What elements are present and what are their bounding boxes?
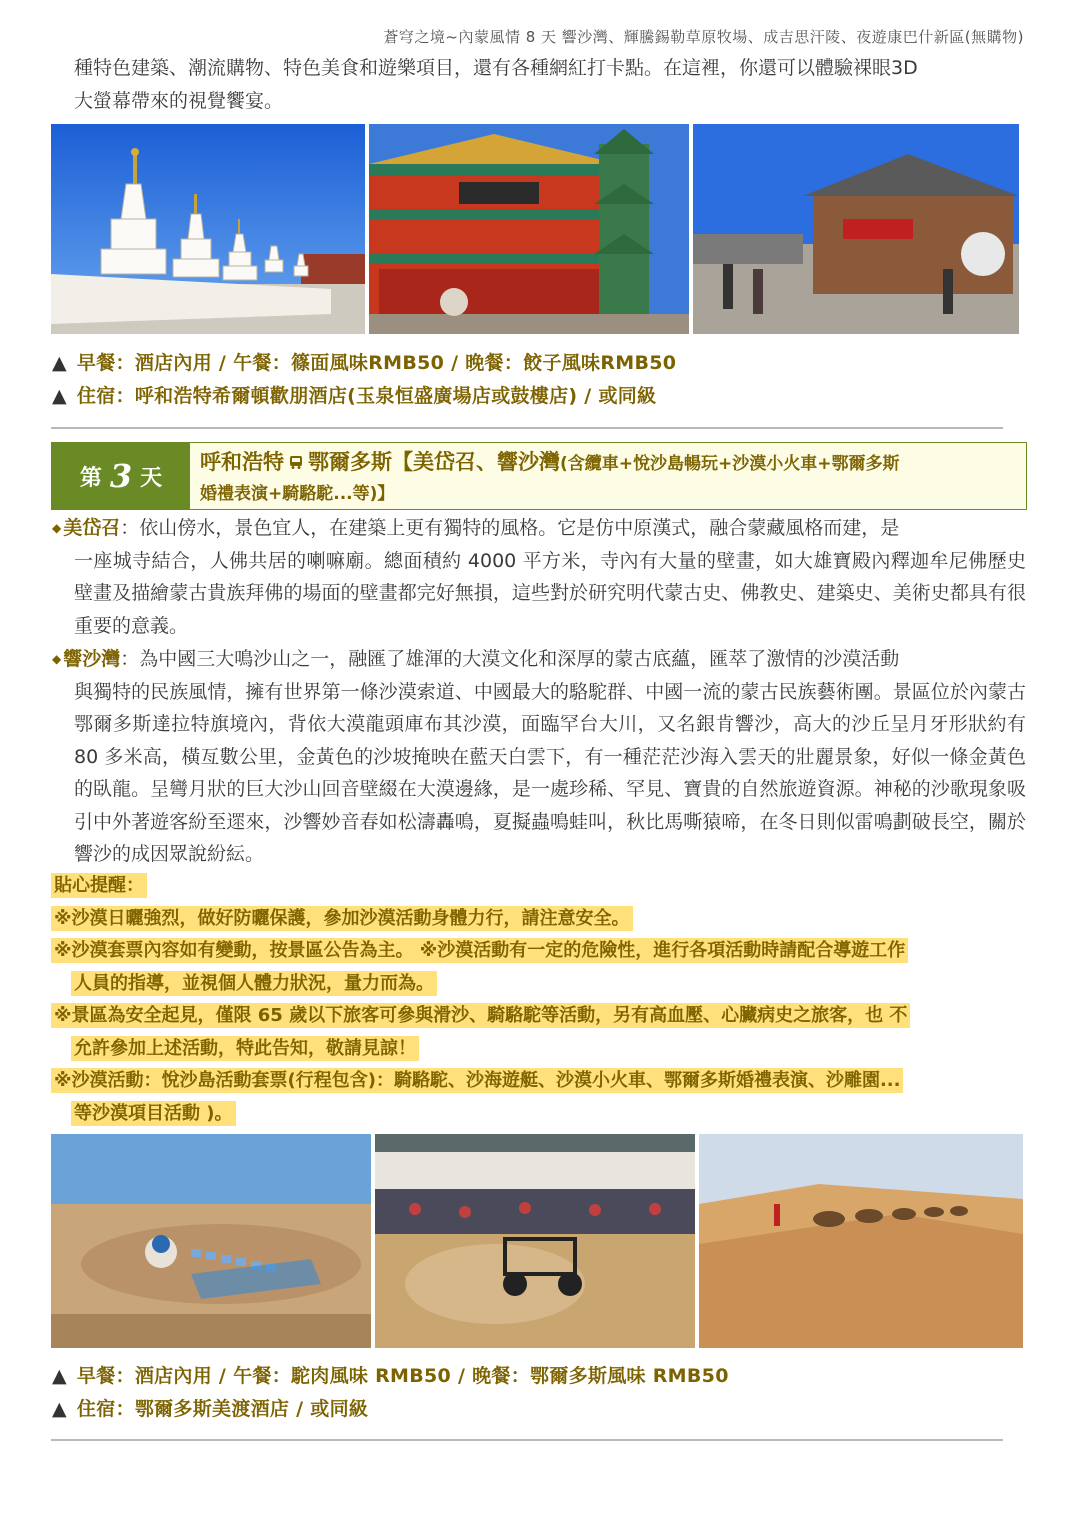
meidai-entry bbox=[52, 512, 1026, 642]
day3-title bbox=[190, 443, 1026, 509]
day2-meal-line bbox=[52, 348, 676, 375]
day3-title-line2: 婚禮表演+騎駱駝...等)】 bbox=[200, 484, 395, 504]
tip-2b: 人員的指導，並視個人體力狀況，量力而為。 bbox=[71, 971, 437, 996]
diamond-bullet-icon: ◆ bbox=[52, 652, 62, 666]
photo-temple-gate bbox=[369, 124, 689, 334]
bus-icon bbox=[288, 454, 304, 470]
intro-line-2: 大螢幕帶來的視覺饗宴。 bbox=[74, 89, 284, 112]
day3-hotel-text: 住宿：鄂爾多斯美渡酒店 / 或同級 bbox=[76, 1398, 369, 1420]
tip-4b: 等沙漠項目活動 )。 bbox=[71, 1101, 236, 1126]
day-label-suffix: 天 bbox=[140, 464, 163, 491]
day3-meal-line bbox=[52, 1361, 729, 1388]
tip-1: ※沙漠日曬強烈，做好防曬保護，參加沙漠活動身體力行，請注意安全。 bbox=[51, 906, 633, 931]
photo-camel-caravan bbox=[699, 1134, 1023, 1348]
triangle-icon: ▲ bbox=[52, 352, 67, 374]
day2-meal-text: 早餐：酒店內用 / 午餐：篠面風味RMB50 / 晚餐：餃子風味RMB50 bbox=[76, 352, 677, 374]
intro-paragraph bbox=[74, 52, 1026, 117]
triangle-icon: ▲ bbox=[52, 385, 67, 407]
meidai-line1: ：依山傍水，景色宜人，在建築上更有獨特的風格。它是仿中原漢式，融合蒙藏風格而建，是 bbox=[120, 517, 900, 539]
photo-desert-resort bbox=[51, 1134, 371, 1348]
triangle-icon: ▲ bbox=[52, 1398, 67, 1420]
xiangsha-title: 響沙灣 bbox=[63, 648, 121, 670]
tip-3a: ※景區為安全起見，僅限 65 歲以下旅客可參與滑沙、騎駱駝等活動，另有高血壓、心臟病史之旅客，也 不 bbox=[51, 1003, 910, 1028]
diamond-bullet-icon: ◆ bbox=[52, 521, 62, 535]
photo-desert-buggy bbox=[375, 1134, 695, 1348]
divider bbox=[51, 427, 1003, 429]
day2-hotel-text: 住宿：呼和浩特希爾頓歡朋酒店(玉泉恒盛廣場店或鼓樓店) / 或同級 bbox=[76, 385, 657, 407]
day3-title-extra: (含纜車+悅沙島暢玩+沙漠小火車+鄂爾多斯 bbox=[560, 454, 900, 474]
day-label-prefix: 第 bbox=[79, 464, 102, 491]
page-header: 蒼穹之境~內蒙風情 8 天 響沙灣、輝騰錫勒草原牧場、成吉思汗陵、夜遊康巴什新區(無購物) bbox=[383, 28, 1024, 46]
day3-title-from: 呼和浩特 bbox=[200, 450, 284, 474]
photo-old-street bbox=[693, 124, 1019, 334]
day3-header bbox=[51, 442, 1027, 510]
tip-2a: ※沙漠套票內容如有變動，按景區公告為主。 ※沙漠活動有一定的危險性，進行各項活動時請配合導遊工作 bbox=[51, 938, 908, 963]
day-label bbox=[52, 443, 190, 509]
xiangsha-line1: ：為中國三大鳴沙山之一，融匯了雄渾的大漠文化和深厚的蒙古底蘊，匯萃了激情的沙漠活動 bbox=[120, 648, 900, 670]
xiangsha-entry bbox=[52, 643, 1026, 871]
tips-block bbox=[51, 870, 1027, 1130]
photo-row-day2 bbox=[51, 124, 1019, 334]
meidai-rest: 一座城寺結合，人佛共居的喇嘛廟。總面積約 4000 平方米，寺內有大量的壁畫，如大雄寶殿內釋迦牟尼佛歷史壁畫及描繪蒙古貴族拜佛的場面的壁畫都完好無損，這些對於研究明代蒙古史、佛教史、建築史、美術史都具有很重要的意義。 bbox=[74, 549, 1026, 637]
xiangsha-rest: 與獨特的民族風情，擁有世界第一條沙漠索道、中國最大的駱駝群、中國一流的蒙古民族藝術團。景區位於內蒙古鄂爾多斯達拉特旗境內，背依大漠龍頭庫布其沙漠，面臨罕台大川，又名銀肯響沙，高大的沙丘呈月牙形狀約有 80 多米高，橫亙數公里，金黃色的沙坡掩映在藍天白雲下，有一種茫茫沙海入雲天的壯麗景象，好似一條金黃色的臥龍。呈彎月狀的巨大沙山回音壁綴在大漠邊緣，是一處珍稀、罕見、寶貴的自然旅遊資源。神秘的沙歌現象吸引中外著遊客紛至遝來，沙響妙音春如松濤轟鳴，夏擬蟲鳴蛙叫，秋比馬嘶猿啼，在冬日則似雷鳴劃破長空，關於響沙的成因眾說紛紜。 bbox=[74, 680, 1026, 865]
day3-hotel-line bbox=[52, 1394, 368, 1421]
tip-4a: ※沙漠活動：悅沙島活動套票(行程包含)：騎駱駝、沙海遊艇、沙漠小火車、鄂爾多斯婚禮表演、沙雕園... bbox=[51, 1068, 903, 1093]
meidai-title: 美岱召 bbox=[63, 517, 121, 539]
intro-line-1: 種特色建築、潮流購物、特色美食和遊樂項目，還有各種網紅打卡點。在這裡，你還可以體驗裸眼3D bbox=[74, 57, 918, 79]
tips-title: 貼心提醒： bbox=[51, 873, 147, 898]
photo-white-stupas bbox=[51, 124, 365, 334]
triangle-icon: ▲ bbox=[52, 1365, 67, 1387]
day3-title-to: 鄂爾多斯【美岱召、響沙灣 bbox=[308, 450, 560, 474]
divider bbox=[51, 1439, 1003, 1441]
day2-hotel-line bbox=[52, 381, 656, 408]
photo-row-day3 bbox=[51, 1134, 1023, 1348]
day3-meal-text: 早餐：酒店內用 / 午餐：駝肉風味 RMB50 / 晚餐：鄂爾多斯風味 RMB50 bbox=[76, 1365, 729, 1387]
day-number: 3 bbox=[109, 457, 133, 495]
tip-3b: 允許參加上述活動，特此告知，敬請見諒！ bbox=[71, 1036, 419, 1061]
